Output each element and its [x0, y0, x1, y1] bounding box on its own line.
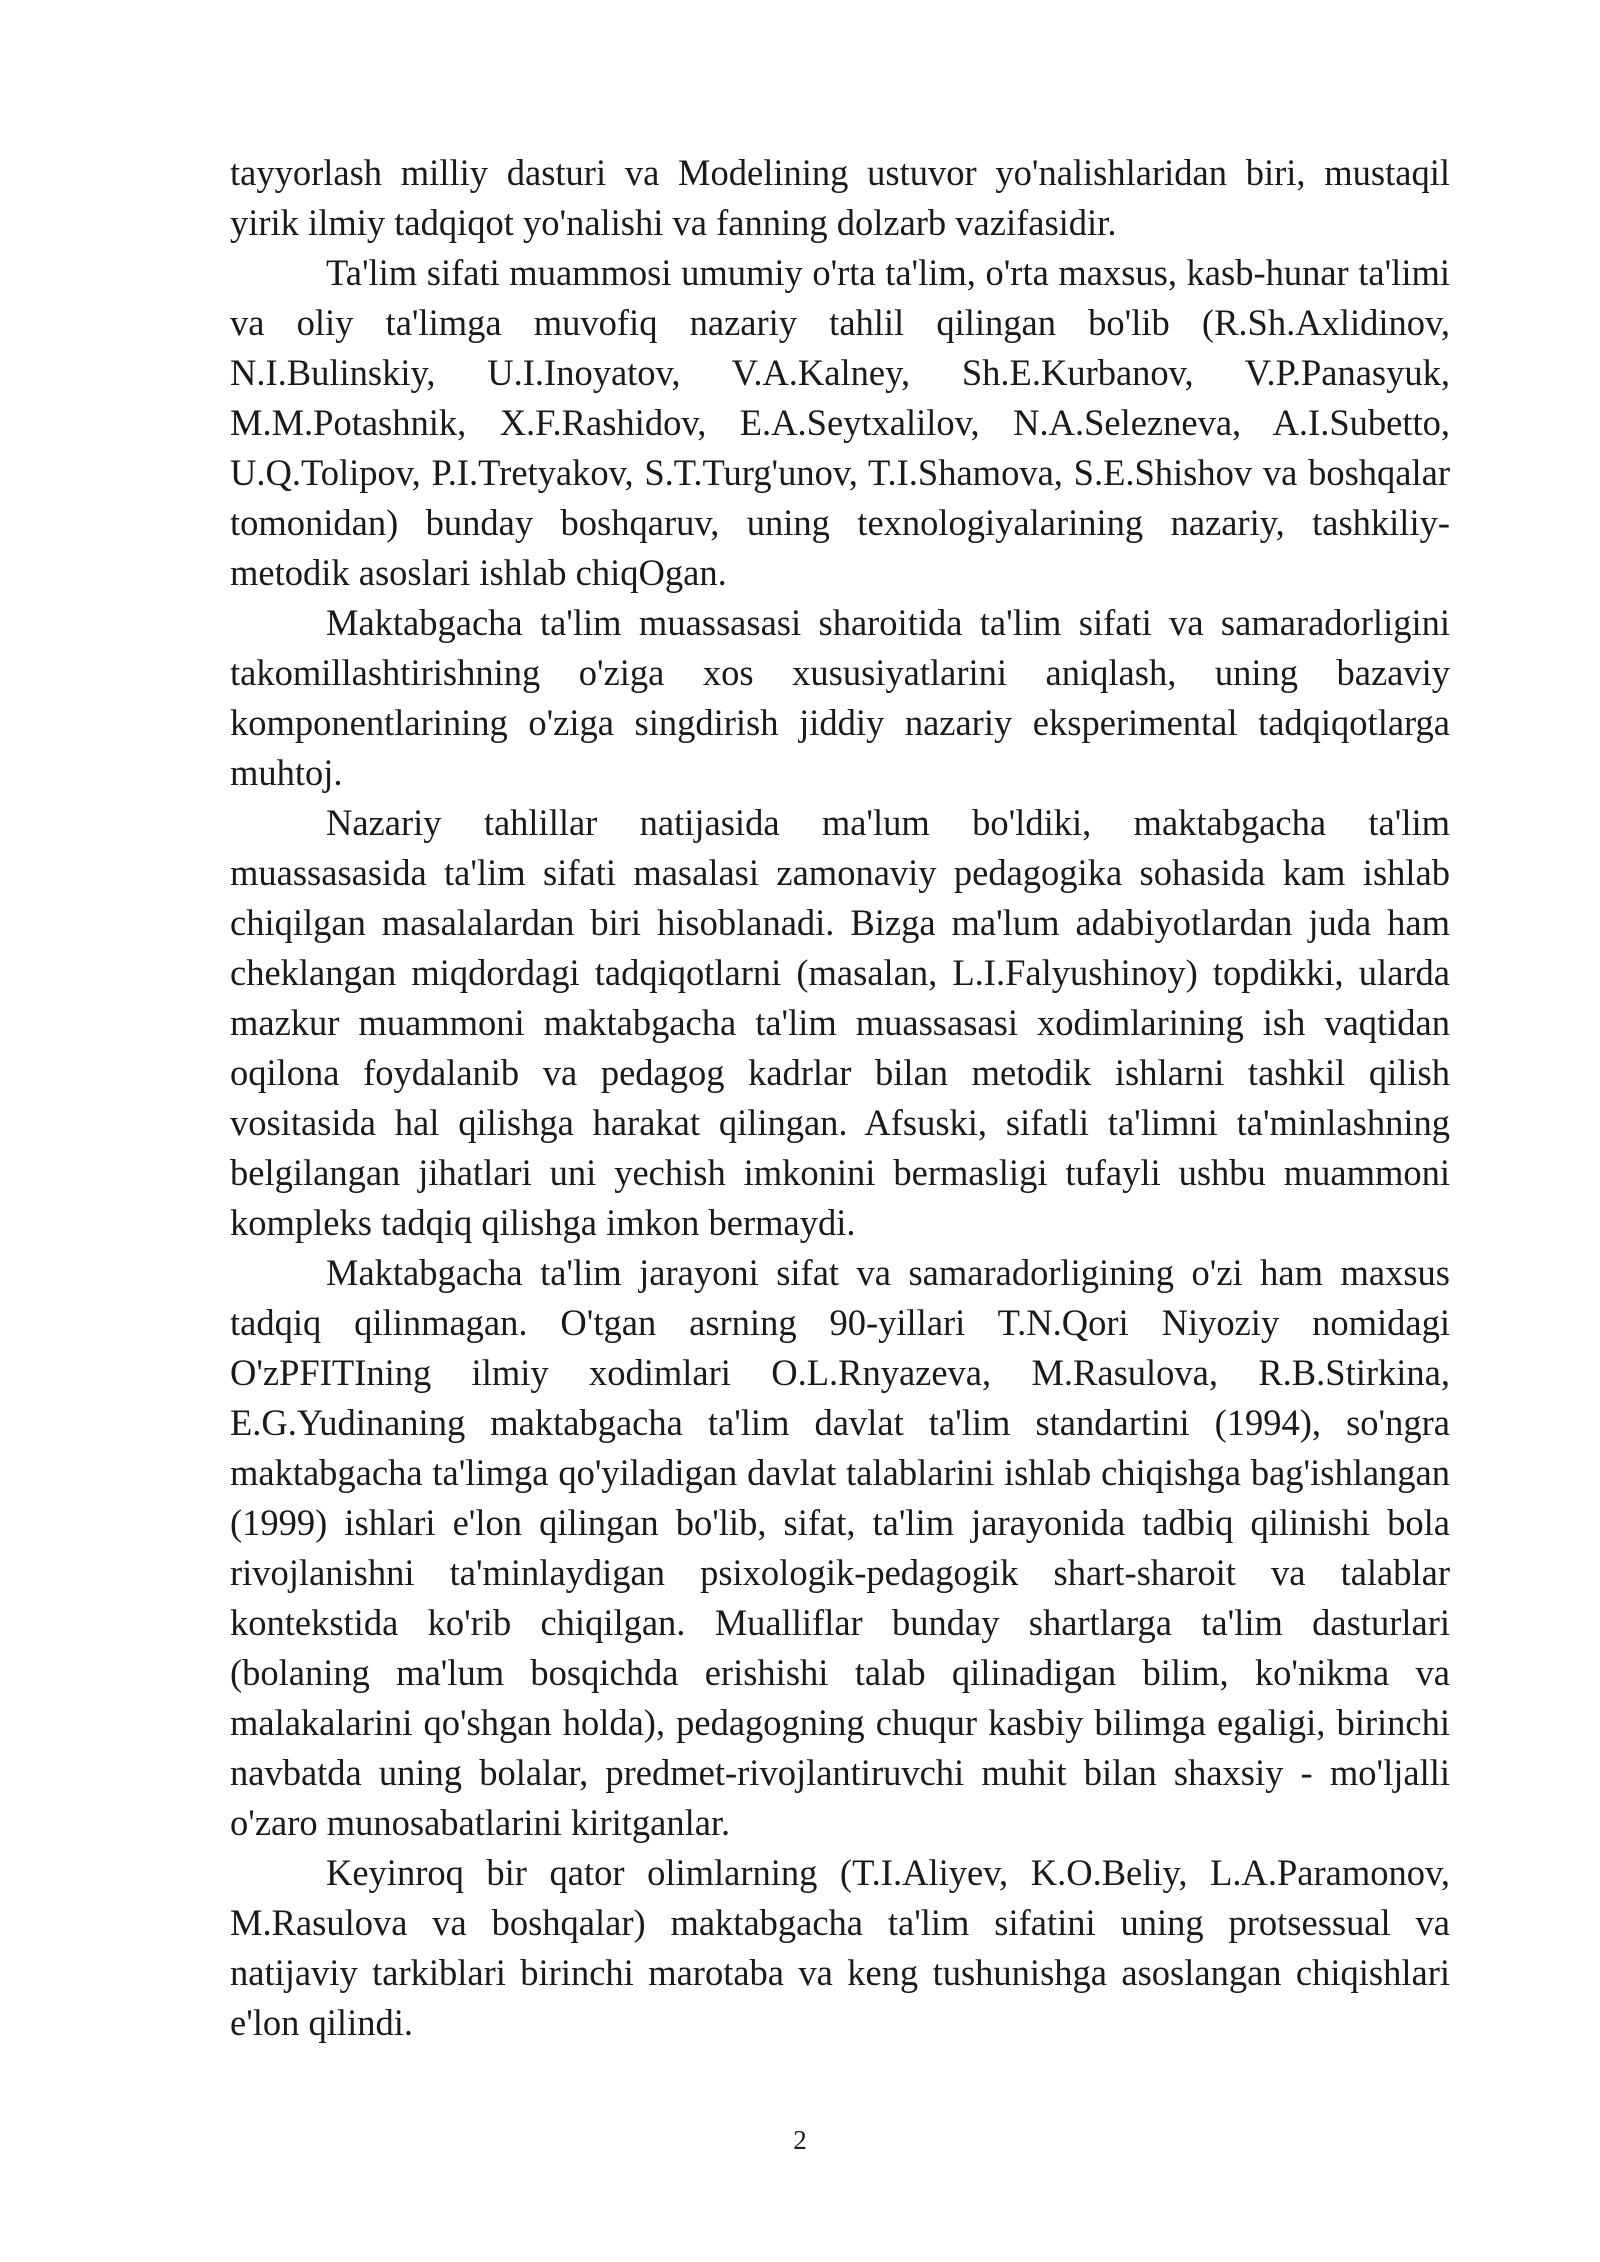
- paragraph-6: Keyinroq bir qator olimlarning (T.I.Aliyev, K.O.Beliy, L.A.Paramonov, M.Rasulova va boshqalar) maktabgacha ta'lim sifatini uning protsessual va natijaviy tarkiblari birinchi marotaba va keng tushunishga asoslangan chiqishlari e'lon qilindi.: [230, 1852, 1450, 2043]
- paragraph-4: Nazariy tahlillar natijasida ma'lum bo'ldiki, maktabgacha ta'lim muassasasida ta'lim sifati masalasi zamonaviy pedagogika sohasida kam ishlab chiqilgan masalalardan biri hisoblanadi. Bizga ma'lum adabiyotlardan juda ham cheklangan miqdordagi tadqiqotlarni (masalan, L.I.Falyushinoy) topdikki, ularda mazkur muammoni maktabgacha ta'lim muassasasi xodimlarining ish vaqtidan oqilona foydalanib va pedagog kadrlar bilan metodik ishlarni tashkil qilish vositasida hal qilishga harakat qilingan. Afsuski, sifatli ta'limni ta'minlashning belgilangan jihatlari uni yechish imkonini bermasligi tufayli ushbu muammoni kompleks tadqiq qilishga imkon bermaydi.: [230, 802, 1450, 1243]
- document-body: [230, 148, 1450, 2048]
- paragraph-3: Maktabgacha ta'lim muassasasi sharoitida ta'lim sifati va samaradorligini takomillashtirishning o'ziga xos xususiyatlarini aniqlash, uning bazaviy komponentlarining o'ziga singdirish jiddiy nazariy eksperimental tadqiqotlarga muhtoj.: [230, 602, 1450, 793]
- paragraph-5: Maktabgacha ta'lim jarayoni sifat va samaradorligining o'zi ham maxsus tadqiq qilinmagan. O'tgan asrning 90-yillari T.N.Qori Niyoziy nomidagi O'zPFITIning ilmiy xodimlari O.L.Rnyazeva, M.Rasulova, R.B.Stirkina, E.G.Yudinaning maktabgacha ta'lim davlat ta'lim standartini (1994), so'ngra maktabgacha ta'limga qo'yiladigan davlat talablarini ishlab chiqishga bag'ishlangan (1999) ishlari e'lon qilingan bo'lib, sifat, ta'lim jarayonida tadbiq qilinishi bola rivojlanishni ta'minlaydigan psixologik-pedagogik shart-sharoit va talablar kontekstida ko'rib chiqilgan. Mualliflar bunday shartlarga ta'lim dasturlari (bolaning ma'lum bosqichda erishishi talab qilinadigan bilim, ko'nikma va malakalarini qo'shgan holda), pedagogning chuqur kasbiy bilimga egaligi, birinchi navbatda uning bolalar, predmet-rivojlantiruvchi muhit bilan shaxsiy - mo'ljalli o'zaro munosabatlarini kiritganlar.: [230, 1252, 1450, 1843]
- page-number: 2: [793, 2125, 807, 2155]
- paragraph-1: tayyorlash milliy dasturi va Modelining ustuvor yo'nalishlaridan biri, mustaqil yirik ilmiy tadqiqot yo'nalishi va fanning dolzarb vazifasidir.: [230, 152, 1450, 243]
- paragraph-2: Ta'lim sifati muammosi umumiy o'rta ta'lim, o'rta maxsus, kasb-hunar ta'limi va oliy ta'limga muvofiq nazariy tahlil qilingan bo'lib (R.Sh.Axlidinov, N.I.Bulinskiy, U.I.Inoyatov, V.A.Kalney, Sh.E.Kurbanov, V.P.Panasyuk, M.M.Potashnik, X.F.Rashidov, E.A.Seytxalilov, N.A.Selezneva, A.I.Subetto, U.Q.Tolipov, P.I.Tretyakov, S.T.Turg'unov, T.I.Shamova, S.E.Shishov va boshqalar tomonidan) bunday boshqaruv, uning texnologiyalarining nazariy, tashkiliy-metodik asoslari ishlab chiqOgan.: [230, 252, 1450, 593]
